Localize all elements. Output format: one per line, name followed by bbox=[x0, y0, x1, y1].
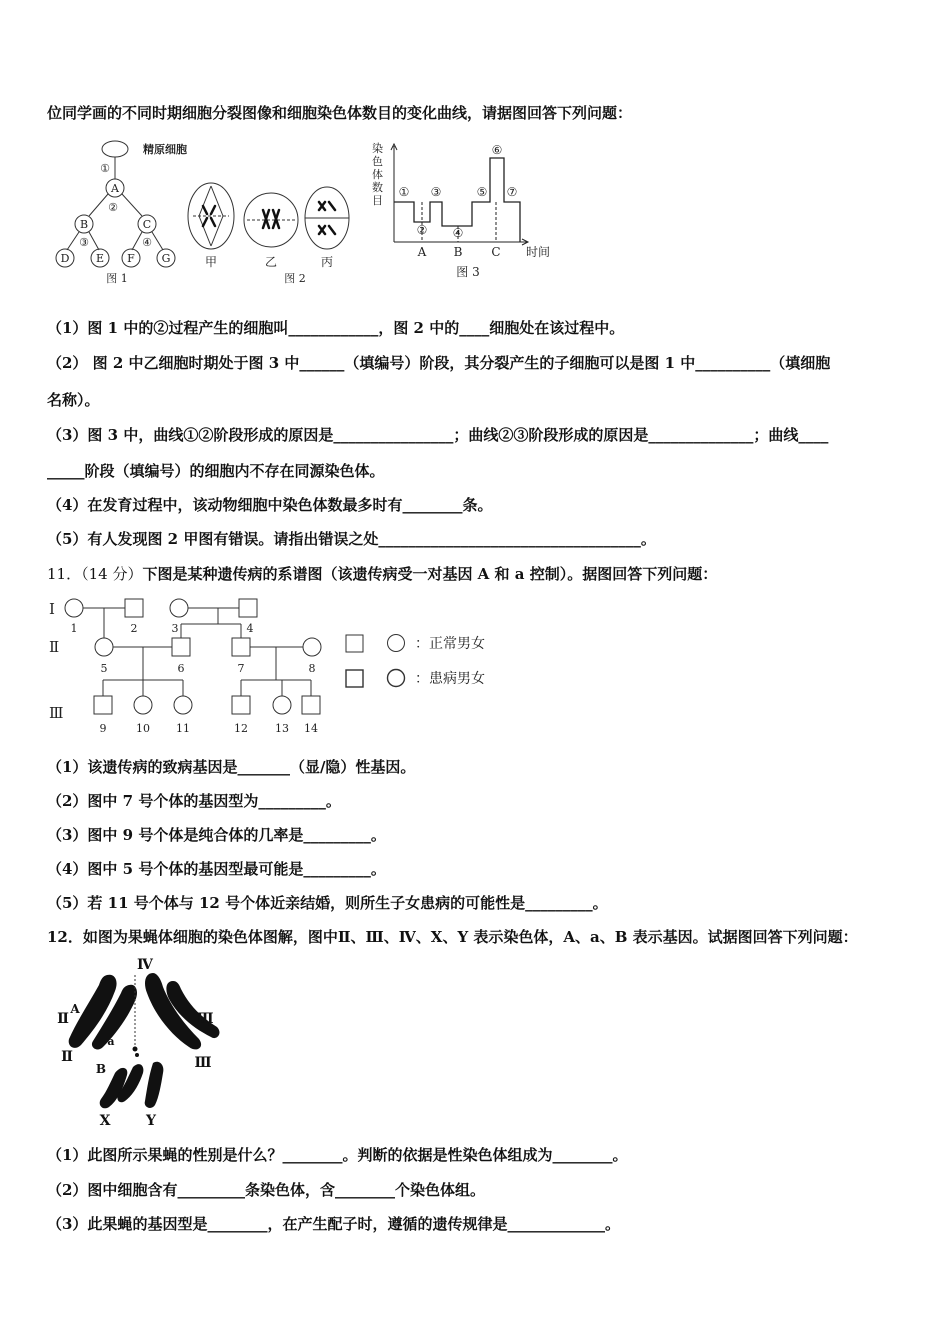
fig3-ylabel-2: 色 bbox=[372, 155, 383, 168]
q12-sub-2: （2）图中细胞含有_________条染色体，含________个染色体组。 bbox=[47, 1181, 485, 1199]
fig3-ylabel-1: 染 bbox=[372, 142, 383, 155]
pedigree-id-3: 3 bbox=[171, 622, 179, 635]
fig2-caption: 图 2 bbox=[284, 272, 306, 285]
pedigree-gen-II: Ⅱ bbox=[49, 638, 60, 656]
q12-stem: 12．如图为果蝇体细胞的染色体图解，图中Ⅱ、Ⅲ、Ⅳ、X、Y 表示染色体，A、a、B 表示基因。试据图回答下列问题： bbox=[47, 928, 858, 946]
q11-stem: 下图是某种遗传病的系谱图（该遗传病受一对基因 A 和 a 控制）。据图回答下列问题： bbox=[142, 565, 718, 583]
fig1-caption: 图 1 bbox=[106, 272, 128, 285]
fig1-step-4: ④ bbox=[142, 236, 152, 249]
q10-sub-4: （4）在发育过程中，该动物细胞中染色体数最多时有________条。 bbox=[47, 496, 493, 514]
figure-2-cell-division bbox=[185, 178, 355, 288]
fig3-stage-6: ⑥ bbox=[491, 143, 503, 157]
figure-3-chromosome-curve bbox=[370, 138, 560, 288]
fig3-x-B: B bbox=[453, 245, 463, 259]
q10-sub-5: （5）有人发现图 2 甲图有错误。请指出错误之处___________________________________。 bbox=[47, 530, 656, 548]
fig3-ylabel-3: 体 bbox=[372, 168, 383, 181]
fig1-step-2: ② bbox=[108, 201, 118, 214]
fly-label-III-top: Ⅲ bbox=[196, 1011, 214, 1027]
fly-label-IV: Ⅳ bbox=[137, 957, 153, 973]
pedigree-id-13: 13 bbox=[275, 722, 289, 735]
fig1-node-D: D bbox=[60, 252, 70, 265]
q10-sub-3: （3）图 3 中，曲线①②阶段形成的原因是________________；曲线②③阶段形成的原因是______________；曲线____ bbox=[47, 426, 829, 444]
fig1-step-1: ① bbox=[100, 162, 110, 175]
q10-sub-1: （1）图 1 中的②过程产生的细胞叫____________，图 2 中的____细胞处在该过程中。 bbox=[47, 319, 625, 337]
fig2-label-yi: 乙 bbox=[264, 255, 278, 269]
fig1-node-B: B bbox=[79, 218, 89, 231]
fig3-stage-2: ② bbox=[416, 223, 428, 237]
pedigree-id-10: 10 bbox=[136, 722, 150, 735]
fig2-label-jia: 甲 bbox=[204, 255, 218, 269]
q11-sub-1: （1）该遗传病的致病基因是_______（显/隐）性基因。 bbox=[47, 758, 416, 776]
fig3-stage-3: ③ bbox=[430, 185, 442, 199]
pedigree-id-9: 9 bbox=[99, 722, 107, 735]
fly-label-II-top: Ⅱ bbox=[57, 1011, 69, 1027]
pedigree-chart bbox=[45, 592, 525, 742]
fig1-node-C: C bbox=[142, 218, 152, 231]
q11-sub-3: （3）图中 9 号个体是纯合体的几率是_________。 bbox=[47, 826, 386, 844]
q11-stem-line bbox=[47, 564, 717, 584]
pedigree-id-6: 6 bbox=[177, 662, 185, 675]
q11-sub-2: （2）图中 7 号个体的基因型为_________。 bbox=[47, 792, 341, 810]
fig3-stage-5: ⑤ bbox=[476, 185, 488, 199]
legend-affected-label: ：患病男女 bbox=[415, 671, 485, 687]
fig3-x-A: A bbox=[417, 245, 427, 259]
pedigree-id-5: 5 bbox=[100, 662, 108, 675]
fly-label-a: a bbox=[107, 1035, 115, 1048]
pedigree-id-4: 4 bbox=[246, 622, 254, 635]
fig3-xlabel: 时间 bbox=[525, 245, 551, 259]
q11-number: 11． bbox=[47, 565, 82, 583]
fly-label-X: X bbox=[99, 1113, 111, 1129]
fig3-caption: 图 3 bbox=[456, 265, 480, 279]
fig1-top-label: 精原细胞 bbox=[143, 143, 187, 156]
pedigree-id-8: 8 bbox=[308, 662, 316, 675]
fly-label-A: A bbox=[70, 1002, 80, 1016]
q10-sub-3-cont: _____阶段（填编号）的细胞内不存在同源染色体。 bbox=[47, 462, 385, 480]
fig3-stage-4: ④ bbox=[452, 226, 464, 240]
fly-label-Y: Y bbox=[146, 1113, 156, 1129]
fly-label-B: B bbox=[95, 1062, 107, 1076]
pedigree-id-2: 2 bbox=[130, 622, 138, 635]
fruitfly-chromosome-figure bbox=[45, 955, 230, 1130]
q10-intro: 位同学画的不同时期细胞分裂图像和细胞染色体数目的变化曲线，请据图回答下列问题： bbox=[47, 104, 633, 122]
pedigree-id-1: 1 bbox=[70, 622, 78, 635]
figure-1-spermatogonium-tree bbox=[47, 138, 197, 288]
q10-sub-2: （2） 图 2 中乙细胞时期处于图 3 中______（填编号）阶段，其分裂产生的子细胞可以是图 1 中__________（填细胞 bbox=[47, 354, 831, 372]
q11-score: （14 分） bbox=[81, 565, 143, 583]
fly-label-III-bottom: Ⅲ bbox=[194, 1055, 212, 1071]
fig2-label-bing: 丙 bbox=[320, 255, 334, 269]
fig1-node-E: E bbox=[95, 252, 105, 265]
q11-sub-4: （4）图中 5 号个体的基因型最可能是_________。 bbox=[47, 860, 386, 878]
q10-sub-2-cont: 名称）。 bbox=[47, 391, 100, 409]
fig1-step-3: ③ bbox=[79, 236, 89, 249]
fig1-node-G: G bbox=[161, 252, 171, 265]
q12-sub-1: （1）此图所示果蝇的性别是什么？________。判断的依据是性染色体组成为________。 bbox=[47, 1146, 628, 1164]
fig1-node-F: F bbox=[127, 252, 135, 265]
fig3-stage-1: ① bbox=[398, 185, 410, 199]
fig3-ylabel-5: 目 bbox=[372, 194, 383, 207]
fly-label-II-bottom: Ⅱ bbox=[61, 1049, 73, 1065]
pedigree-gen-I: Ⅰ bbox=[49, 600, 55, 618]
legend-normal-label: ：正常男女 bbox=[415, 636, 485, 652]
pedigree-id-7: 7 bbox=[237, 662, 245, 675]
fig1-node-A: A bbox=[111, 182, 119, 195]
q11-sub-5: （5）若 11 号个体与 12 号个体近亲结婚，则所生子女患病的可能性是_________。 bbox=[47, 894, 608, 912]
fig3-ylabel-4: 数 bbox=[372, 181, 383, 194]
fig3-x-C: C bbox=[491, 245, 501, 259]
pedigree-id-11: 11 bbox=[176, 722, 190, 735]
pedigree-gen-III: Ⅲ bbox=[49, 704, 64, 722]
fig3-stage-7: ⑦ bbox=[506, 185, 518, 199]
q12-sub-3: （3）此果蝇的基因型是________，在产生配子时，遵循的遗传规律是_____________。 bbox=[47, 1215, 620, 1233]
pedigree-id-14: 14 bbox=[304, 722, 318, 735]
pedigree-id-12: 12 bbox=[234, 722, 248, 735]
